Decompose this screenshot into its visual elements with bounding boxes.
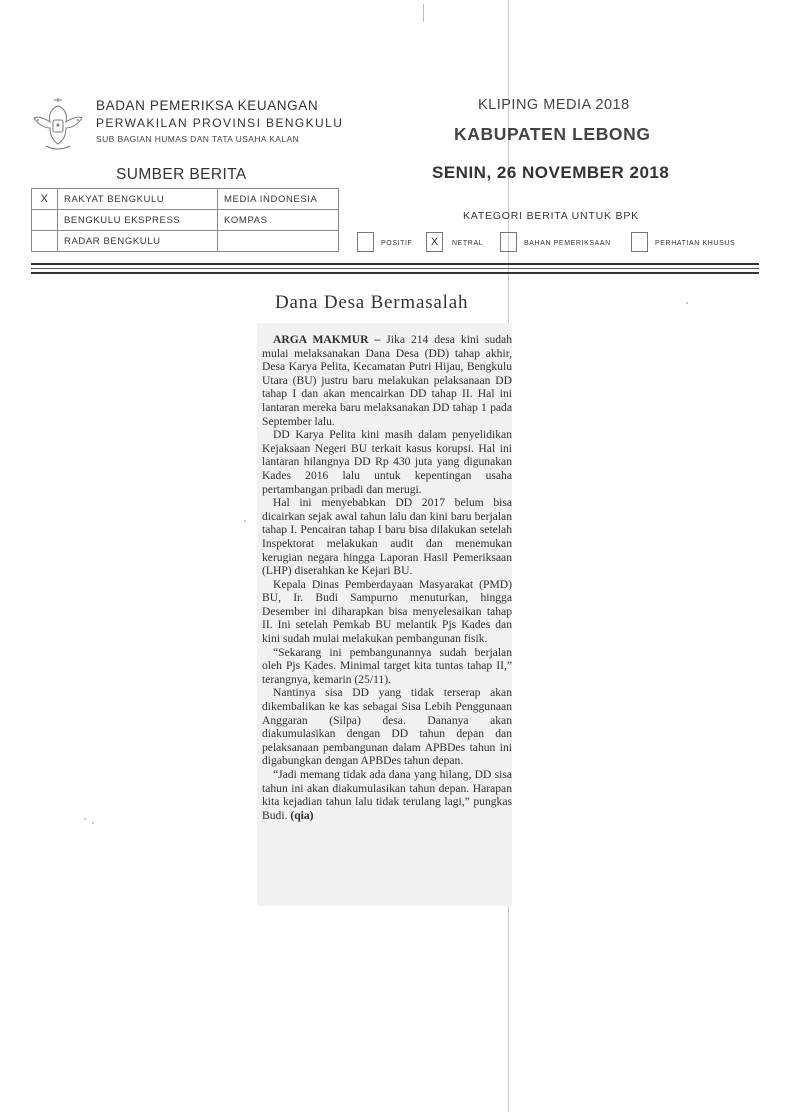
divider-rule	[31, 272, 759, 274]
kategori-title: KATEGORI BERITA UNTUK BPK	[463, 210, 639, 222]
sumber-mark	[32, 210, 58, 231]
sumber-table	[31, 188, 339, 252]
article-paragraph	[262, 768, 512, 822]
article-byline: (qia)	[290, 808, 314, 822]
org-subdivision: SUB BAGIAN HUMAS DAN TATA USAHA KALAN	[96, 134, 300, 144]
sumber-source: BENGKULU EKSPRESS	[58, 210, 218, 231]
kliping-title: KLIPING MEDIA 2018	[478, 97, 630, 113]
kategori-netral-label: NETRAL	[452, 240, 484, 247]
article-headline: Dana Desa Bermasalah	[275, 292, 469, 313]
article-paragraph: Hal ini menyebabkan DD 2017 belum bisa dicairkan sejak awal tahun lalu dan kini baru berjalan tahap I. Pencairan tahap I baru bisa dilakukan setelah Inspektorat melakukan audit dan menemukan kerugian negara hingga Laporan Hasil Pemeriksaan (LHP) diserahkan ke Kejari BU.	[262, 496, 512, 578]
clip-date: SENIN, 26 NOVEMBER 2018	[432, 163, 670, 182]
article-paragraph: Kepala Dinas Pemberdayaan Masyarakat (PMD) BU, Ir. Budi Sampurno menuturkan, hingga Desember ini diharapkan bisa menyelesaikan tahap II. Ini setelah Pemkab BU melantik Pjs Kades dan kini sudah mulai melakukan pembangunan fisik.	[262, 577, 512, 646]
article-paragraph: “Sekarang ini pembangunannya sudah berjalan oleh Pjs Kades. Minimal target kita tuntas tahap II,” terangnya, kemarin (25/11).	[262, 645, 512, 686]
kategori-positif-label: POSITIF	[381, 240, 413, 247]
sumber-mark: X	[32, 189, 58, 210]
sumber-source: MEDIA INDONESIA	[218, 189, 339, 210]
org-name: BADAN PEMERIKSA KEUANGAN	[96, 98, 319, 113]
article-dateline: ARGA MAKMUR –	[273, 333, 381, 346]
article-paragraph: Nantinya sisa DD yang tidak terserap akan dikembalikan ke kas sebagai Sisa Lebih Penggunaan Anggaran (Silpa) desa. Dananya akan diakumulasikan dengan DD tahun depan dan pelaksanaan pembangunan dalam APBDes tahun ini digabungkan dengan APBDes tahun depan.	[262, 686, 512, 768]
org-branch: PERWAKILAN PROVINSI BENGKULU	[96, 116, 344, 130]
sumber-row	[32, 231, 339, 252]
sumber-mark	[32, 231, 58, 252]
divider-rule	[31, 263, 759, 265]
kategori-pemeriksaan-checkbox	[500, 232, 517, 252]
kabupaten-title: KABUPATEN LEBONG	[454, 124, 651, 144]
article-paragraph: DD Karya Pelita kini masih dalam penyelidikan Kejaksaan Negeri BU terkait kasus korupsi. Hal ini lantaran hilangnya DD Rp 430 juta yang digunakan Kades 2016 lalu untuk kepentingan usaha pertambangan pribadi dan merugi.	[262, 428, 512, 496]
kategori-netral-checkbox: X	[426, 232, 443, 252]
sumber-source	[218, 231, 339, 252]
article-paragraph	[262, 333, 512, 428]
sumber-row	[32, 210, 339, 231]
sumber-source: RADAR BENGKULU	[58, 231, 218, 252]
kategori-khusus-label: PERHATIAN KHUSUS	[655, 240, 736, 247]
sumber-row	[32, 189, 339, 210]
garuda-emblem-icon	[30, 94, 86, 154]
kategori-positif-checkbox	[357, 232, 374, 252]
sumber-title: SUMBER BERITA	[116, 166, 247, 183]
article-text: Jika 214 desa kini sudah mulai melaksanakan Dana Desa (DD) tahap akhir, Desa Karya Pelita, Kecamatan Putri Hijau, Bengkulu Utara (BU) justru baru melakukan pelaksanaan DD tahap I dan akan mencairkan DD tahap II. Hal ini lantaran mereka baru melaksanakan DD tahap 1 pada September lalu.	[262, 333, 512, 428]
article-text: “Jadi memang tidak ada dana yang hilang, DD sisa tahun ini akan diakumulasikan tahun depan. Harapan kita kejadian tahun lalu tidak terulang lagi,” pungkas Budi.	[262, 768, 512, 822]
kategori-pemeriksaan-label: BAHAN PEMERIKSAAN	[524, 240, 611, 247]
divider-rule	[31, 268, 759, 269]
article-body	[262, 333, 512, 822]
sumber-source: KOMPAS	[218, 210, 339, 231]
sumber-source: RAKYAT BENGKULU	[58, 189, 218, 210]
scan-mark	[423, 4, 424, 22]
kategori-khusus-checkbox	[631, 232, 648, 252]
